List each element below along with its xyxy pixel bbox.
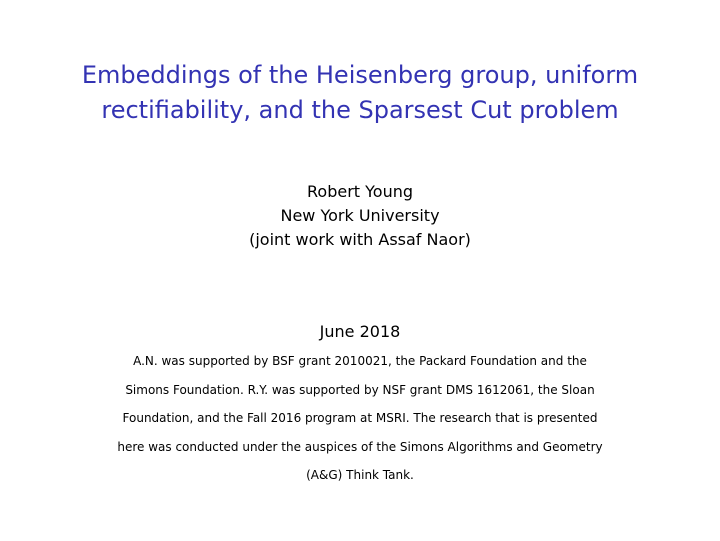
title-line-1: Embeddings of the Heisenberg group, uniform: [81, 61, 639, 89]
acknowledgement-line-1: A.N. was supported by BSF grant 2010021, the Packard Foundation and the: [133, 354, 587, 368]
presentation-date: June 2018: [319, 322, 401, 341]
joint-work-note: (joint work with Assaf Naor): [249, 230, 471, 249]
author-name: Robert Young: [307, 182, 413, 201]
slide-title: [40, 58, 680, 128]
acknowledgement-line-3: Foundation, and the Fall 2016 program at MSRI. The research that is presented: [122, 411, 598, 425]
author-block: [40, 180, 680, 252]
acknowledgement-line-4: here was conducted under the auspices of the Simons Algorithms and Geometry: [117, 439, 603, 454]
author-affiliation: New York University: [280, 206, 440, 225]
acknowledgement-line-5: (A&G) Think Tank.: [306, 468, 414, 482]
acknowledgement: [60, 347, 660, 490]
title-line-2: rectifiability, and the Sparsest Cut problem: [101, 96, 619, 124]
acknowledgement-line-2: Simons Foundation. R.Y. was supported by NSF grant DMS 1612061, the Sloan: [125, 382, 595, 397]
